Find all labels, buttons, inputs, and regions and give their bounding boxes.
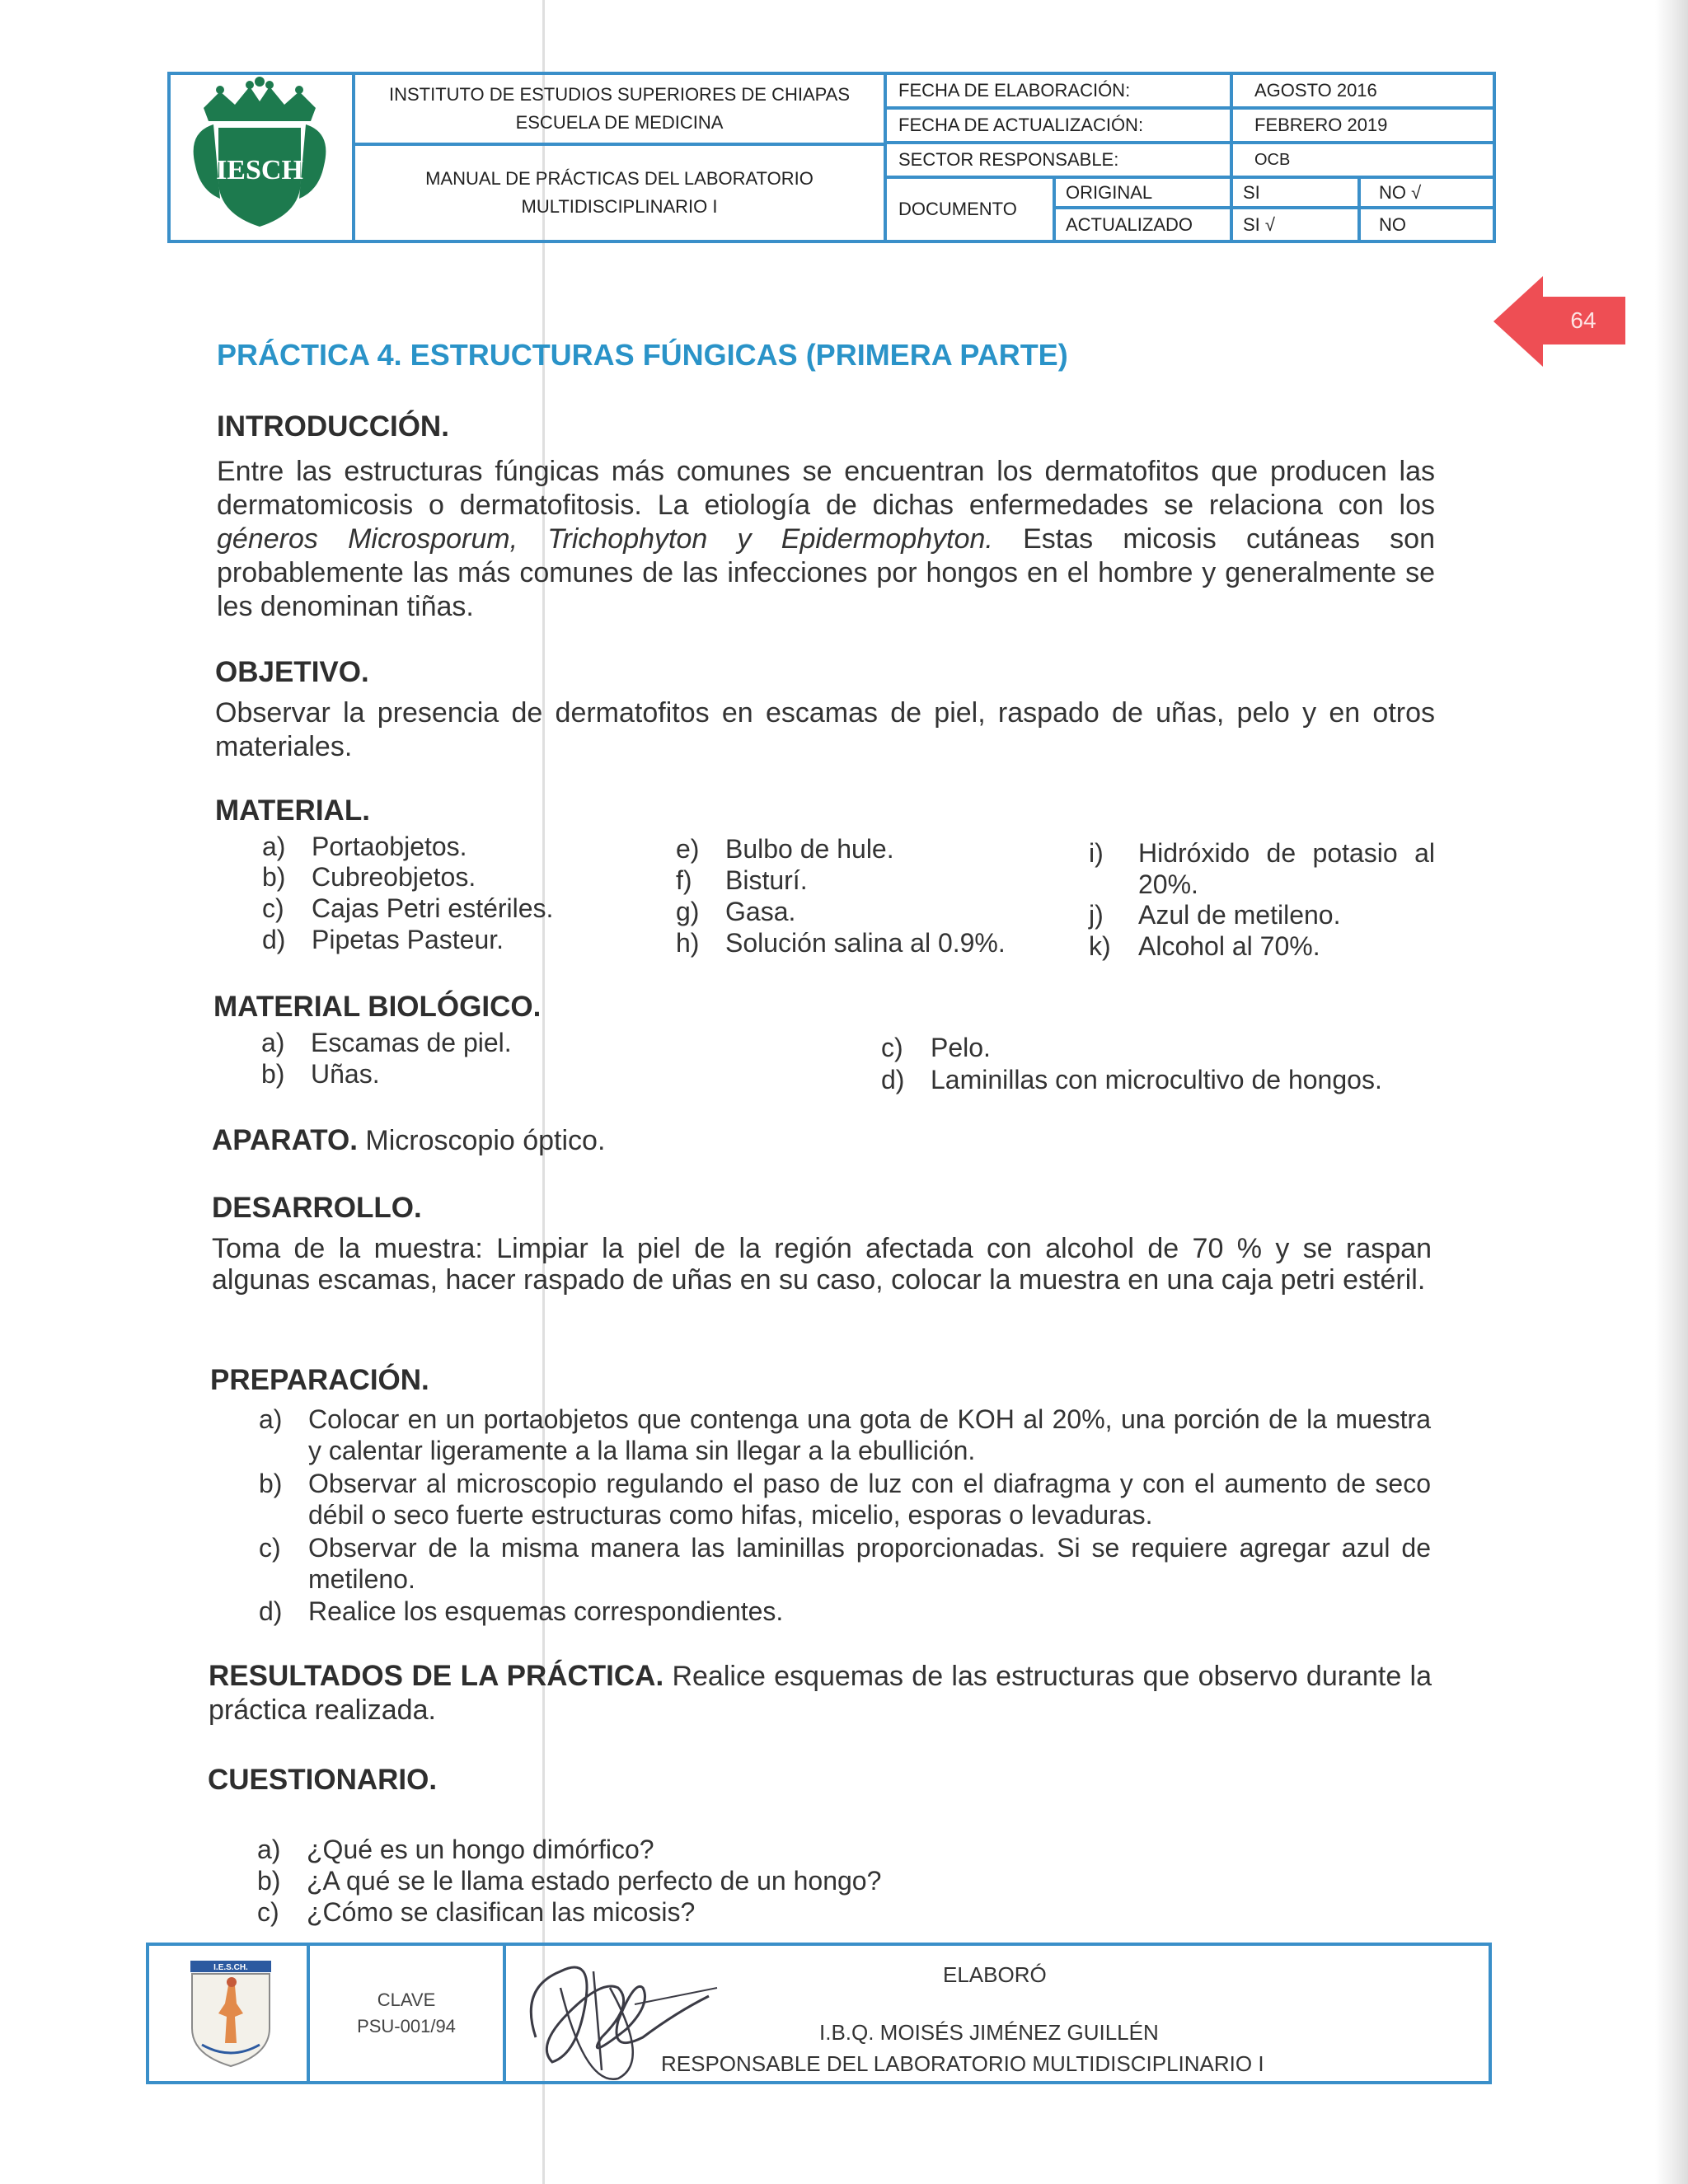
badge-arrow-icon	[1493, 276, 1543, 367]
preparacion-item: a) Colocar en un portaobjetos que contenga una gota de KOH al 20%, una porción de la muestra y calentar ligeramente a la llama sin llegar a la ebullición.	[259, 1404, 1431, 1465]
institute-logo-cell	[171, 75, 355, 240]
preparacion-item: d) Realice los esquemas correspondientes.	[259, 1596, 784, 1626]
logo-text: IESCH	[216, 155, 303, 185]
fecha-elaboracion-value: AGOSTO 2016	[1233, 75, 1493, 110]
original-no: NO √	[1361, 179, 1493, 209]
iesch-logo-icon	[171, 75, 349, 237]
manual-name-line1: MANUAL DE PRÁCTICAS DEL LABORATORIO	[425, 168, 814, 189]
manual-name-line2: MULTIDISCIPLINARIO I	[521, 196, 718, 217]
seal-cell	[149, 1946, 310, 2081]
scan-edge-shadow	[1655, 0, 1688, 2184]
material-bio-item: c) Pelo.	[881, 1033, 991, 1062]
material-biologico-heading: MATERIAL BIOLÓGICO.	[213, 991, 542, 1023]
material-heading: MATERIAL.	[215, 794, 370, 827]
page-number: 64	[1541, 297, 1625, 344]
desarrollo-heading: DESARROLLO.	[212, 1192, 422, 1224]
material-item: d) Pipetas Pasteur.	[262, 925, 504, 954]
aparato-text: Microscopio óptico.	[357, 1125, 606, 1156]
fecha-actualizacion-value: FEBRERO 2019	[1233, 110, 1493, 144]
preparacion-heading: PREPARACIÓN.	[210, 1364, 429, 1396]
page-number-badge	[1493, 276, 1625, 367]
intro-text-b: Estas micosis cutáneas son probablemente las más comunes de las infecciones por hongos en el hombre y generalmente se les denominan tiñas.	[217, 523, 1435, 622]
material-item: c) Cajas Petri estériles.	[262, 893, 554, 923]
resultados-text: Realice esquemas de las estructuras que observo durante la práctica realizada.	[209, 1661, 1432, 1726]
intro-heading: INTRODUCCIÓN.	[217, 410, 449, 443]
material-item: j) Azul de metileno.	[1089, 900, 1341, 930]
material-bio-item: b) Uñas.	[261, 1059, 380, 1089]
material-item: k) Alcohol al 70%.	[1089, 931, 1320, 961]
fecha-elaboracion-label: FECHA DE ELABORACIÓN:	[887, 75, 1233, 110]
cuestionario-item: b) ¿A qué se le llama estado perfecto de un hongo?	[257, 1866, 882, 1896]
actualizado-no: NO	[1379, 213, 1406, 235]
aparato-line	[212, 1124, 605, 1157]
document-header-table	[167, 72, 1496, 243]
seal-text: I.E.S.CH.	[213, 1963, 248, 1972]
material-item: e) Bulbo de hule.	[676, 834, 894, 864]
cuestionario-heading: CUESTIONARIO.	[208, 1764, 438, 1796]
material-item: h) Solución salina al 0.9%.	[676, 928, 1006, 958]
aparato-heading: APARATO.	[212, 1124, 358, 1156]
documento-label: DOCUMENTO	[887, 179, 1056, 240]
cuestionario-item: c) ¿Cómo se clasifican las micosis?	[257, 1897, 696, 1927]
material-item: f) Bisturí.	[676, 865, 808, 895]
original-label: ORIGINAL	[1056, 179, 1233, 209]
material-item: a) Portaobjetos.	[262, 832, 467, 861]
material-bio-item: a) Escamas de piel.	[261, 1028, 512, 1057]
actualizado-label: ACTUALIZADO	[1056, 209, 1233, 240]
preparacion-item: c) Observar de la misma manera las laminillas proporcionadas. Si se requiere agregar azul de metileno.	[259, 1533, 1431, 1594]
material-item: i) Hidróxido de potasio al 20%.	[1089, 838, 1435, 899]
intro-text-genera: géneros Microsporum, Trichophyton y Epidermophyton.	[217, 523, 993, 555]
clave-label: CLAVE	[377, 1990, 436, 2010]
intro-paragraph	[217, 455, 1435, 624]
school-name: ESCUELA DE MEDICINA	[515, 112, 724, 133]
clave-cell	[310, 1946, 506, 2081]
sector-responsable-label: SECTOR RESPONSABLE:	[887, 144, 1233, 179]
fecha-actualizacion-label: FECHA DE ACTUALIZACIÓN:	[887, 110, 1233, 144]
clave-value: PSU-001/94	[357, 2016, 456, 2036]
sector-responsable-value: OCB	[1233, 144, 1493, 179]
institute-name-cell	[355, 75, 887, 146]
resultados-paragraph	[209, 1659, 1432, 1727]
material-item: g) Gasa.	[676, 897, 796, 926]
author-name: I.B.Q. MOISÉS JIMÉNEZ GUILLÉN	[819, 2020, 1159, 2045]
original-si: SI	[1233, 179, 1361, 209]
material-item: b) Cubreobjetos.	[262, 862, 476, 892]
cuestionario-item: a) ¿Qué es un hongo dimórfico?	[257, 1835, 654, 1864]
school-seal-icon	[149, 1946, 303, 2078]
desarrollo-text: Toma de la muestra: Limpiar la piel de la región afectada con alcohol de 70 % y se raspan algunas escamas, hacer raspado de uñas en su caso, colocar la muestra en una caja petri estéril.	[212, 1233, 1432, 1296]
intro-text-a: Entre las estructuras fúngicas más comunes se encuentran los dermatofitos que producen las dermatomicosis o dermatofitosis. La etiología de dichas enfermedades se relaciona con los	[217, 456, 1435, 521]
handwritten-signature	[511, 1938, 742, 2103]
institute-name: INSTITUTO DE ESTUDIOS SUPERIORES DE CHIAPAS	[388, 84, 851, 105]
document-footer-table	[146, 1943, 1492, 2084]
objetivo-heading: OBJETIVO.	[215, 656, 369, 688]
objetivo-text: Observar la presencia de dermatofitos en escamas de piel, raspado de uñas, pelo y en otros materiales.	[215, 697, 1435, 762]
manual-name-cell	[355, 146, 887, 240]
author-role: RESPONSABLE DEL LABORATORIO MULTIDISCIPLINARIO I	[661, 2051, 1264, 2076]
resultados-heading: RESULTADOS DE LA PRÁCTICA.	[209, 1660, 664, 1692]
material-bio-item: d) Laminillas con microcultivo de hongos.	[881, 1065, 1382, 1094]
actualizado-si: SI √	[1233, 209, 1361, 240]
elaboro-label: ELABORÓ	[943, 1962, 1047, 1987]
preparacion-item: b) Observar al microscopio regulando el paso de luz con el diafragma y con el aumento de seco débil o seco fuerte estructuras como hifas, micelio, esporas o levaduras.	[259, 1469, 1431, 1530]
practice-title: PRÁCTICA 4. ESTRUCTURAS FÚNGICAS (PRIMERA PARTE)	[217, 338, 1068, 372]
